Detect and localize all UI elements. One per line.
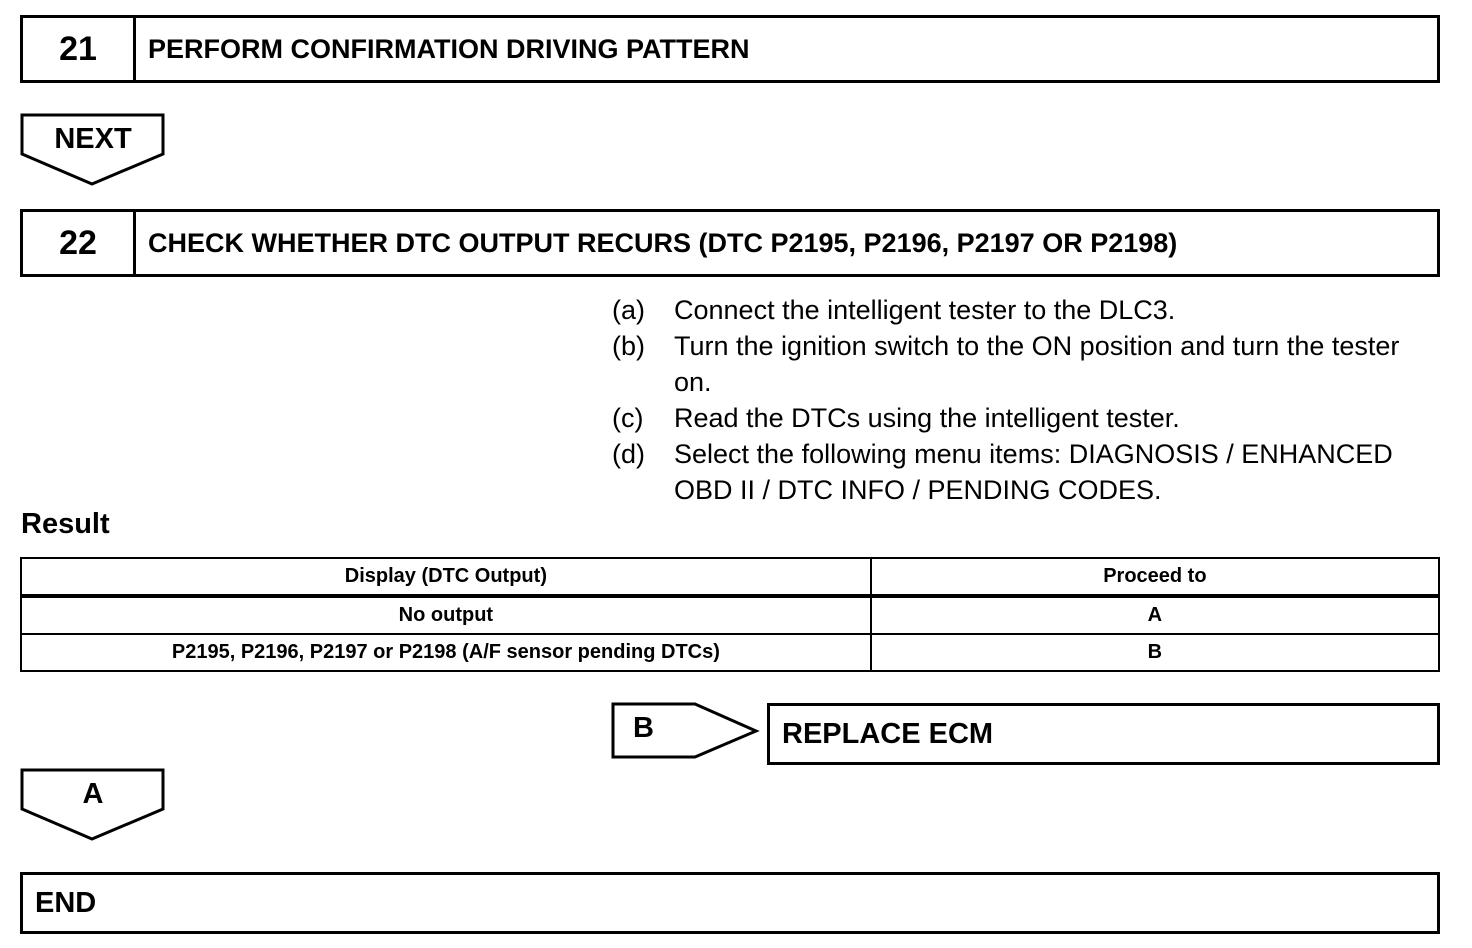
instruction-text: Connect the intelligent tester to the DLC3. (674, 295, 1176, 325)
instruction-item (612, 436, 1442, 508)
instruction-item (612, 328, 1442, 400)
step-title: PERFORM CONFIRMATION DRIVING PATTERN (148, 33, 750, 64)
table-cell: P2195, P2196, P2197 or P2198 (A/F sensor pending DTCs) (21, 634, 871, 671)
step-title: CHECK WHETHER DTC OUTPUT RECURS (DTC P2195, P2196, P2197 OR P2198) (148, 227, 1178, 258)
step-number: 22 (23, 212, 136, 274)
column-header: Display (DTC Output) (21, 558, 871, 596)
instruction-item (612, 400, 1442, 436)
instruction-item (612, 292, 1442, 328)
instruction-key: (a) (612, 295, 645, 325)
next-label: NEXT (54, 123, 132, 155)
instruction-key: (d) (612, 439, 645, 469)
branch-a-arrow (20, 768, 166, 842)
next-arrow (20, 113, 166, 187)
replace-ecm-box: REPLACE ECM (767, 703, 1440, 765)
instruction-key: (c) (612, 403, 644, 433)
step-22-header (20, 209, 1440, 277)
instruction-text: Read the DTCs using the intelligent tester. (674, 403, 1180, 433)
result-label: Result (21, 508, 110, 540)
table-cell: No output (21, 596, 871, 634)
branch-a-label: A (82, 778, 104, 810)
branch-b-arrow (611, 702, 761, 760)
instruction-text: Select the following menu items: DIAGNOSIS / ENHANCED OBD II / DTC INFO / PENDING CODES. (674, 439, 1393, 505)
step-21-header (20, 15, 1440, 83)
instruction-list (612, 292, 1442, 508)
table-cell: A (871, 596, 1439, 634)
table-row (21, 596, 1439, 634)
result-table (20, 557, 1440, 672)
end-box: END (20, 872, 1440, 934)
table-row (21, 634, 1439, 671)
table-cell: B (871, 634, 1439, 671)
table-header-row (21, 558, 1439, 596)
column-header: Proceed to (871, 558, 1439, 596)
instruction-key: (b) (612, 331, 645, 361)
step-number: 21 (23, 18, 136, 80)
branch-b-label: B (633, 712, 654, 744)
instruction-text: Turn the ignition switch to the ON position and turn the tester on. (674, 331, 1400, 397)
